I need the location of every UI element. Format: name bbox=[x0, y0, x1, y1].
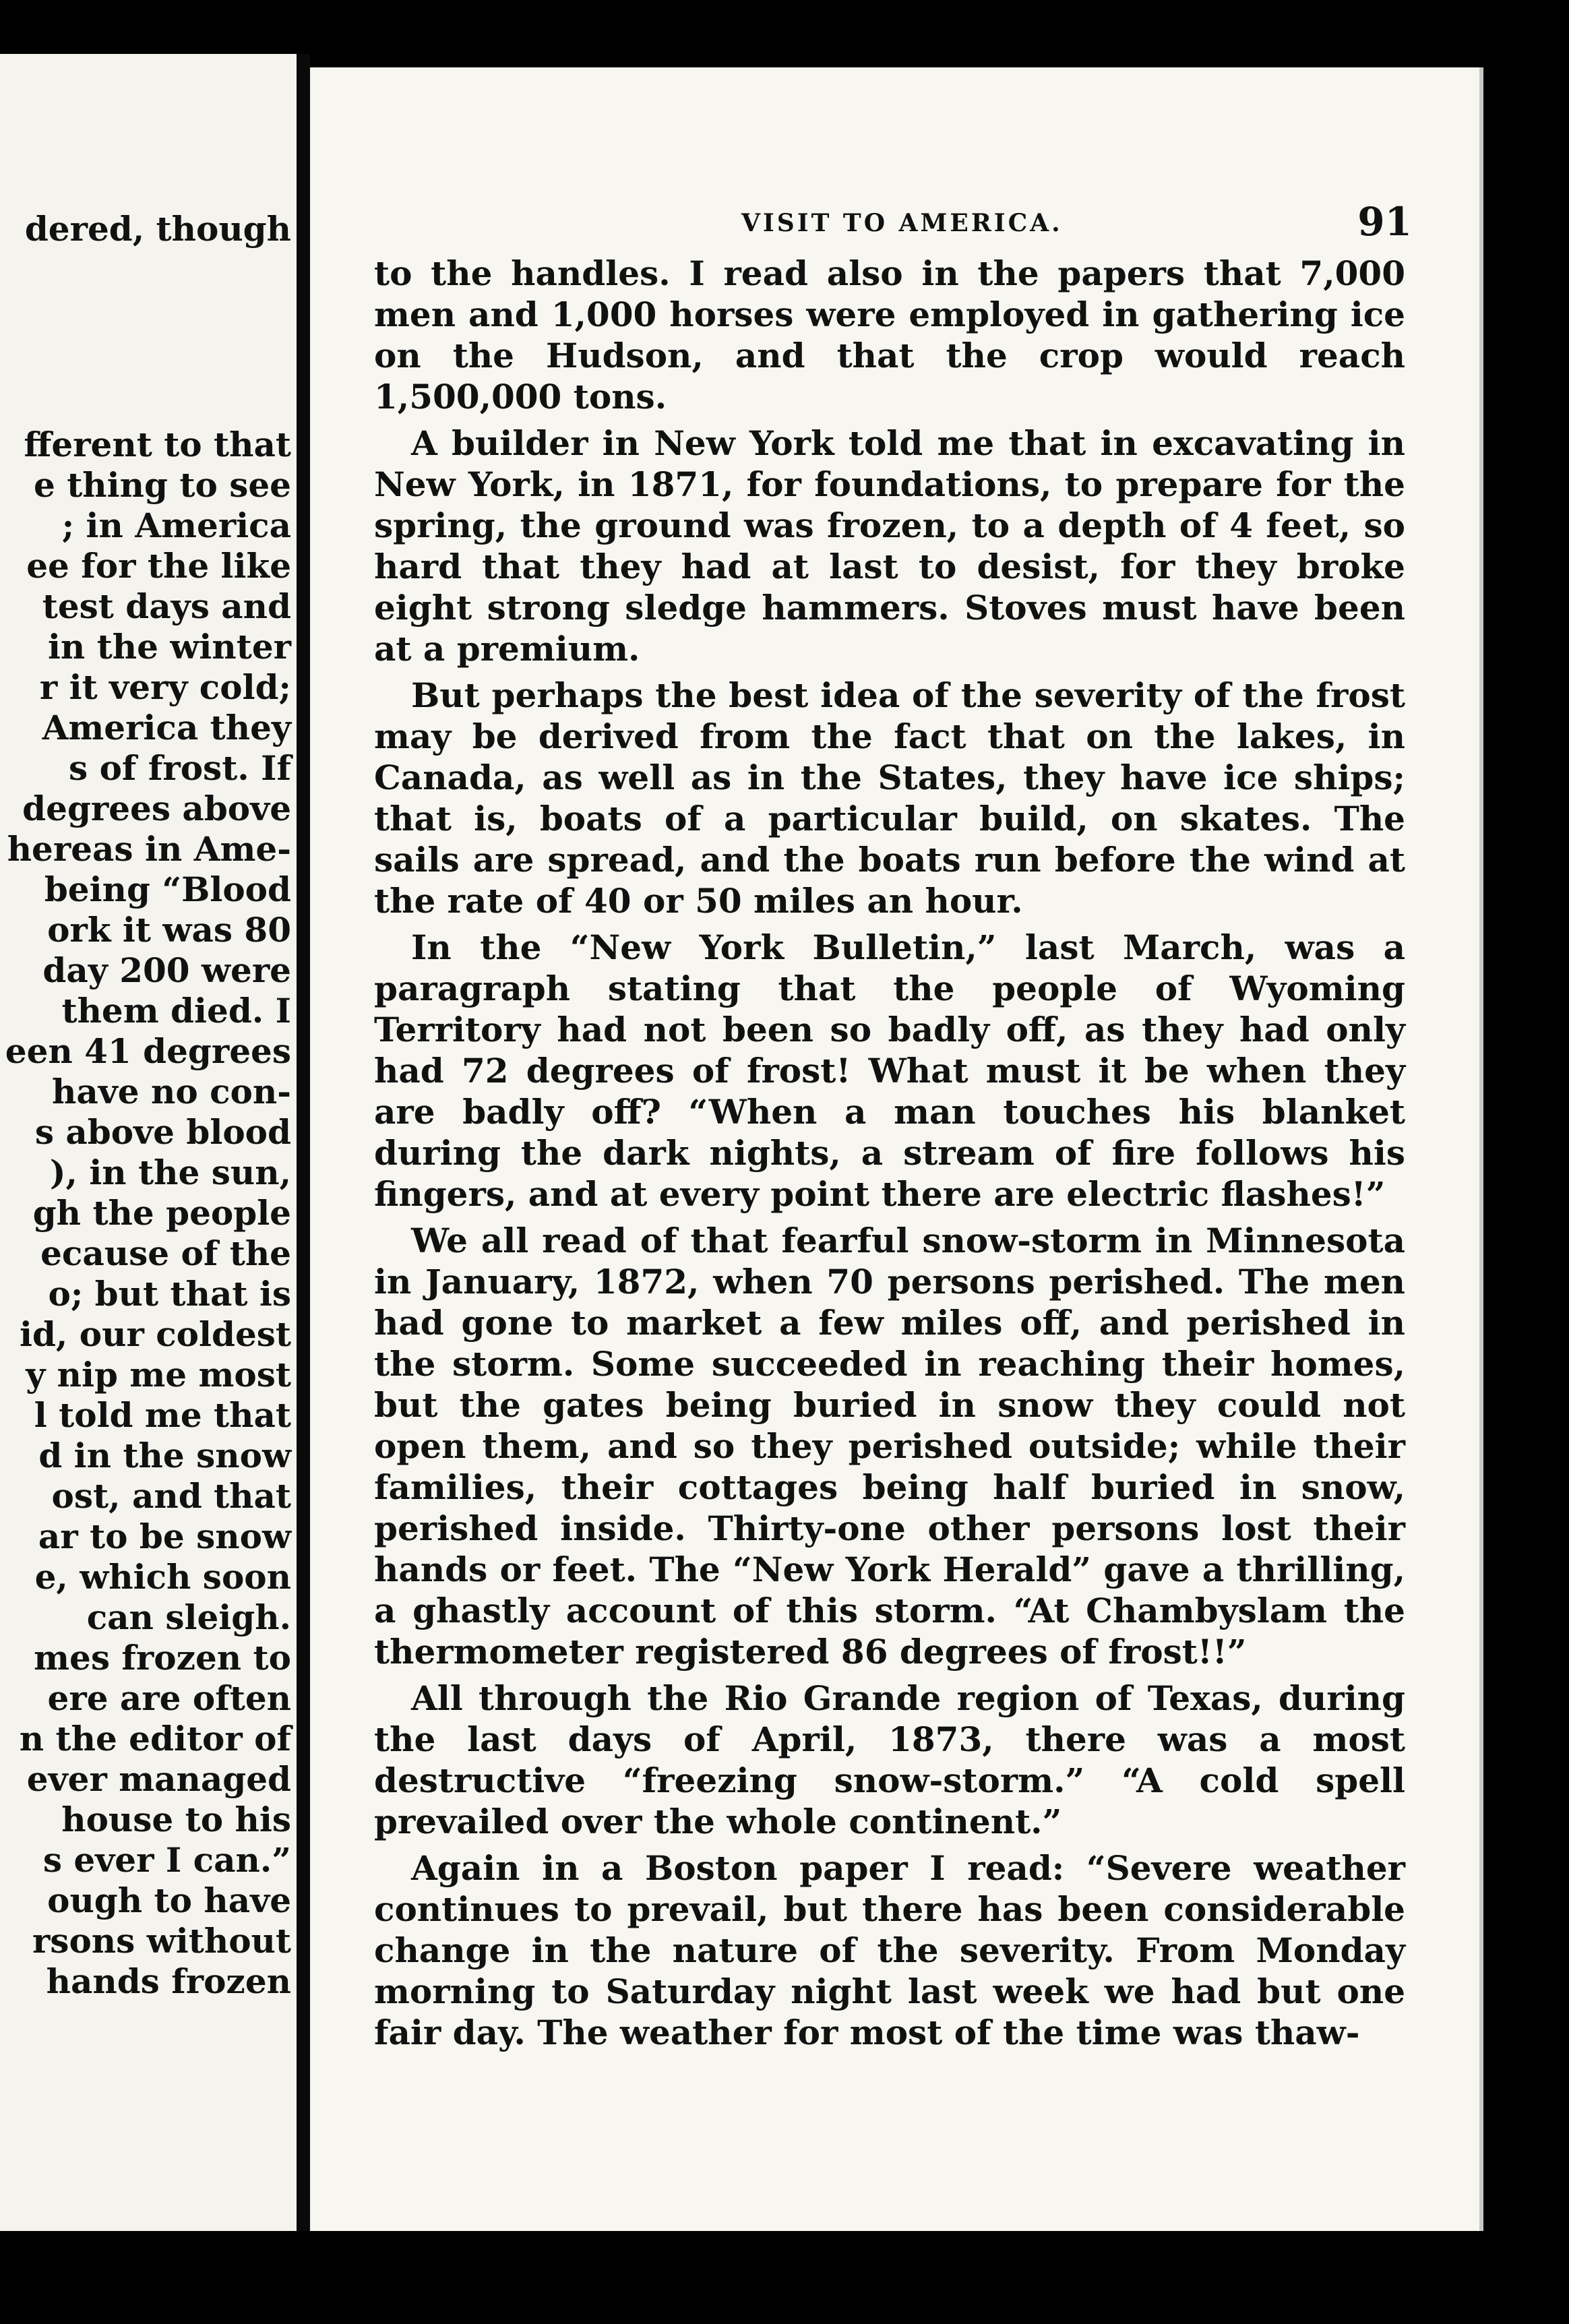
left-page-line: een 41 degrees bbox=[5, 1031, 291, 1071]
left-page-line: fferent to that bbox=[24, 425, 291, 464]
left-page-line: r it very cold; bbox=[39, 667, 291, 707]
running-head: VISIT TO AMERICA. bbox=[741, 209, 1063, 237]
left-page-line: ecause of the bbox=[40, 1233, 291, 1273]
left-page-line: e, which soon bbox=[34, 1557, 291, 1597]
left-page-line: s above blood bbox=[34, 1112, 291, 1152]
left-page-line: ), in the sun, bbox=[49, 1153, 291, 1192]
left-page-line: America they bbox=[42, 708, 291, 747]
left-page-line: hereas in Ame- bbox=[7, 829, 291, 869]
left-page-line: being “Blood bbox=[44, 869, 291, 909]
left-page-line: test days and bbox=[42, 586, 291, 626]
left-page-line: can sleigh. bbox=[86, 1597, 291, 1637]
paragraph: We all read of that fearful snow-storm in Minnesota in January, 1872, when 70 persons perished. The men had gone to market a few miles off, and perished in the storm. Some succeeded in reaching their homes, but the gates being buried in snow they could not open them, and so they perished outside; while their families, their cottages being half buried in snow, perished inside. Thirty-one other persons lost their hands or feet. The “New York Herald” gave a thrilling, a ghastly account of this storm. “At Chambyslam the thermometer registered 86 degrees of frost!!” bbox=[374, 1221, 1405, 1672]
left-page-line: ere are often bbox=[47, 1678, 291, 1718]
left-page-line: them died. I bbox=[61, 991, 291, 1031]
left-page-line: dered, though bbox=[24, 209, 291, 249]
left-page-line: id, our coldest bbox=[19, 1314, 291, 1354]
left-page-line: y nip me most bbox=[26, 1355, 291, 1395]
left-page-line: gh the people bbox=[32, 1193, 291, 1233]
left-page-line: ever managed bbox=[26, 1759, 291, 1799]
left-page-line: l told me that bbox=[34, 1395, 291, 1435]
left-page-line: degrees above bbox=[22, 789, 291, 828]
book-gutter bbox=[297, 54, 310, 2231]
left-page-line: in the winter bbox=[47, 627, 291, 667]
paragraph: All through the Rio Grande region of Texas, during the last days of April, 1873, there was a most destructive “freezing snow-storm.” “A cold spell prevailed over the whole continent.” bbox=[374, 1678, 1405, 1841]
left-page-line: ; in America bbox=[61, 506, 291, 545]
left-page-line: ar to be snow bbox=[38, 1517, 291, 1556]
left-page-line: o; but that is bbox=[48, 1274, 291, 1314]
left-page-line: house to his bbox=[61, 1800, 291, 1839]
left-page-line: mes frozen to bbox=[34, 1638, 291, 1678]
left-page-line: d in the snow bbox=[38, 1436, 291, 1475]
right-page bbox=[310, 67, 1483, 2231]
paragraph: Again in a Boston paper I read: “Severe weather continues to prevail, but there has been considerable change in the nature of the severity. From Monday morning to Saturday night last week we had but one fair day. The weather for most of the time was thaw- bbox=[374, 1848, 1405, 2052]
paragraph: A builder in New York told me that in excavating in New York, in 1871, for foundations, to prepare for the spring, the ground was frozen, to a depth of 4 feet, so hard that they had at last to desist, for they broke eight strong sledge hammers. Stoves must have been at a premium. bbox=[374, 423, 1405, 669]
left-page-line: ough to have bbox=[47, 1880, 291, 1920]
paragraph: to the handles. I read also in the papers that 7,000 men and 1,000 horses were employed in gathering ice on the Hudson, and that the crop would reach 1,500,000 tons. bbox=[374, 253, 1405, 417]
left-page-line: ost, and that bbox=[51, 1476, 291, 1516]
left-page-fragment bbox=[0, 54, 297, 2231]
left-page-line: ee for the like bbox=[26, 546, 291, 586]
left-page-line: hands frozen bbox=[46, 1961, 291, 2001]
paragraph: In the “New York Bulletin,” last March, was a paragraph stating that the people of Wyoming Territory had not been so badly off, as they had only had 72 degrees of frost! What must it be when they are badly off? “When a man touches his blanket during the dark nights, a stream of fire follows his fingers, and at every point there are electric flashes!” bbox=[374, 927, 1405, 1214]
left-page-line: n the editor of bbox=[19, 1719, 291, 1759]
left-page-line: day 200 were bbox=[42, 950, 291, 990]
left-page-line: s of frost. If bbox=[69, 748, 291, 788]
left-page-line: s ever I can.” bbox=[42, 1840, 291, 1880]
body-text bbox=[374, 253, 1405, 2058]
left-page-line: have no con- bbox=[51, 1072, 291, 1111]
left-page-line: rsons without bbox=[32, 1921, 291, 1961]
left-page-line: ork it was 80 bbox=[47, 910, 291, 950]
left-page-line: e thing to see bbox=[33, 465, 291, 505]
paragraph: But perhaps the best idea of the severity of the frost may be derived from the fact that on the lakes, in Canada, as well as in the States, they have ice ships; that is, boats of a particular build, on skates. The sails are spread, and the boats run before the wind at the rate of 40 or 50 miles an hour. bbox=[374, 675, 1405, 921]
page-number: 91 bbox=[1357, 199, 1412, 245]
